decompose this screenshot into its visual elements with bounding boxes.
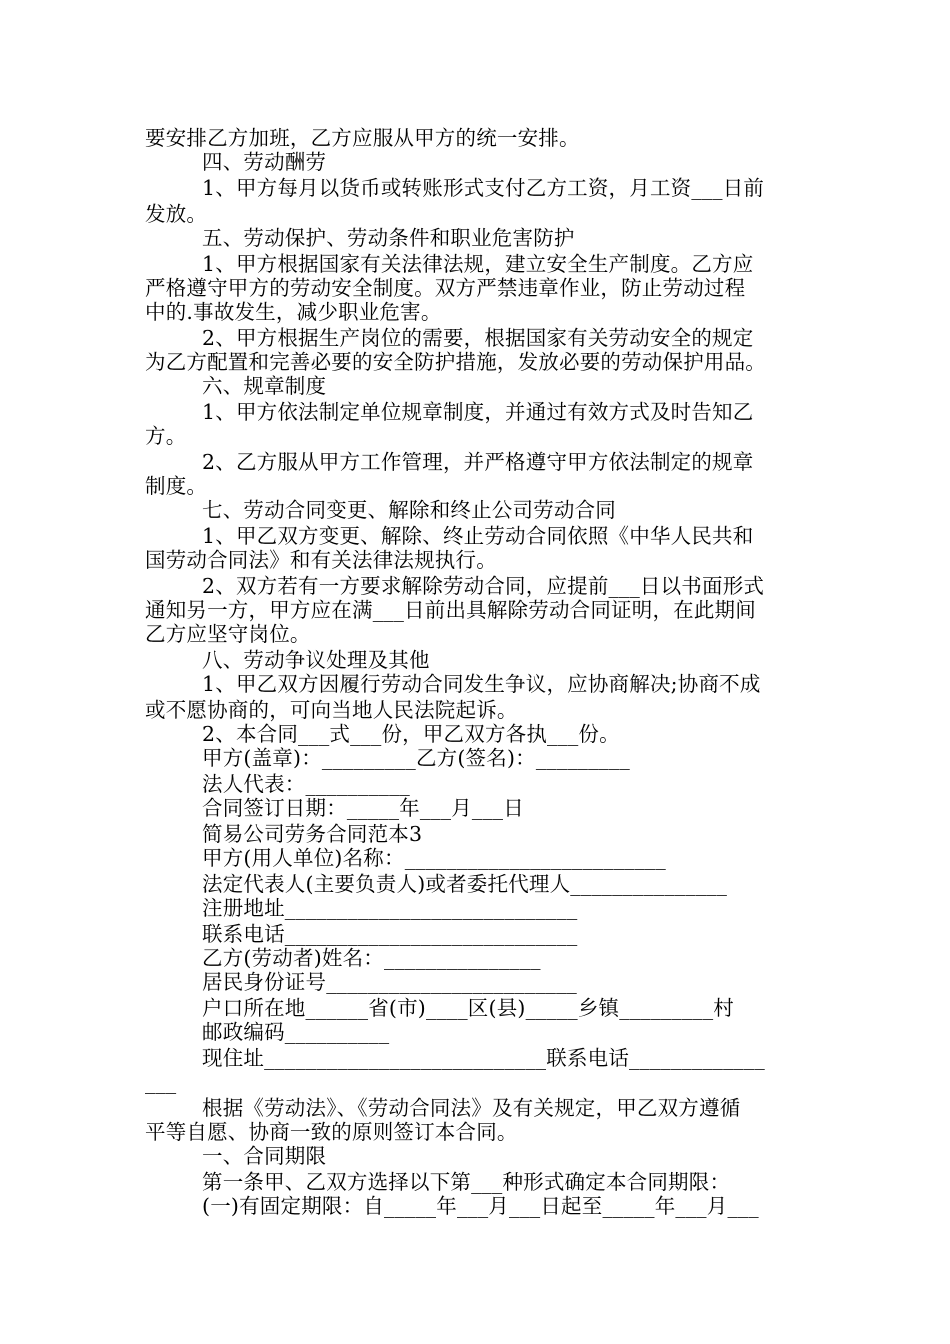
- text-line: 为乙方配置和完善必要的安全防护措施，发放必要的劳动保护用品。: [145, 350, 766, 374]
- text-line: 方。: [145, 424, 187, 448]
- section-heading: 七、劳动合同变更、解除和终止公司劳动合同: [202, 498, 616, 522]
- text-line: 2、甲方根据生产岗位的需要，根据国家有关劳动安全的规定: [202, 326, 754, 350]
- form-field: 户口所在地______省(市)____区(县)_____乡镇_________村: [202, 996, 734, 1020]
- text-line: 制度。: [145, 474, 208, 498]
- date-field: 合同签订日期：_____年___月___日: [202, 796, 524, 820]
- text-line: 1、甲方根据国家有关法律法规，建立安全生产制度。乙方应: [202, 252, 754, 276]
- text-line: (一)有固定期限：自_____年___月___日起至_____年___月___: [202, 1194, 759, 1218]
- form-field: 联系电话____________________________: [202, 922, 578, 946]
- section-heading: 八、劳动争议处理及其他: [202, 648, 430, 672]
- text-line: 发放。: [145, 202, 208, 226]
- text-line: 平等自愿、协商一致的原则签订本合同。: [145, 1120, 518, 1144]
- text-line: 第一条甲、乙双方选择以下第___种形式确定本合同期限：: [202, 1170, 731, 1194]
- signature-field: 法人代表：__________: [202, 772, 410, 796]
- text-line: 或不愿协商的，可向当地人民法院起诉。: [145, 698, 518, 722]
- section-heading: 四、劳动酬劳: [202, 150, 327, 174]
- text-line: 1、甲乙双方因履行劳动合同发生争议，应协商解决;协商不成: [202, 672, 761, 696]
- form-field: 乙方(劳动者)姓名：_______________: [202, 946, 541, 970]
- section-heading: 一、合同期限: [202, 1144, 327, 1168]
- text-line: 2、双方若有一方要求解除劳动合同，应提前___日以书面形式: [202, 574, 765, 598]
- text-line: 2、本合同___式___份，甲乙双方各执___份。: [202, 722, 620, 746]
- text-line: 根据《劳动法》、《劳动合同法》及有关规定，甲乙双方遵循: [202, 1096, 741, 1120]
- text-line: 1、甲乙双方变更、解除、终止劳动合同依照《中华人民共和: [202, 524, 754, 548]
- form-field: 现住址___________________________联系电话_____________: [202, 1046, 765, 1070]
- text-line: 通知另一方，甲方应在满___日前出具解除劳动合同证明，在此期间: [145, 598, 756, 622]
- text-line: 要安排乙方加班，乙方应服从甲方的统一安排。: [145, 126, 580, 150]
- form-field: ___: [145, 1070, 177, 1094]
- document-title: 简易公司劳务合同范本3: [202, 822, 423, 846]
- text-line: 2、乙方服从甲方工作管理，并严格遵守甲方依法制定的规章: [202, 450, 754, 474]
- text-line: 乙方应坚守岗位。: [145, 622, 311, 646]
- text-line: 严格遵守甲方的劳动安全制度。双方严禁违章作业，防止劳动过程: [145, 276, 746, 300]
- text-line: 中的.事故发生，减少职业危害。: [145, 300, 442, 324]
- form-field: 甲方(用人单位)名称：_________________________: [202, 846, 666, 870]
- form-field: 法定代表人(主要负责人)或者委托代理人_______________: [202, 872, 728, 896]
- form-field: 注册地址____________________________: [202, 896, 578, 920]
- text-line: 国劳动合同法》和有关法律法规执行。: [145, 548, 497, 572]
- section-heading: 五、劳动保护、劳动条件和职业危害防护: [202, 226, 575, 250]
- signature-field: 甲方(盖章)：_________乙方(签名)：_________: [202, 746, 630, 770]
- form-field: 居民身份证号________________________: [202, 970, 577, 994]
- text-line: 1、甲方依法制定单位规章制度，并通过有效方式及时告知乙: [202, 400, 754, 424]
- text-line: 1、甲方每月以货币或转账形式支付乙方工资，月工资___日前: [202, 176, 765, 200]
- form-field: 邮政编码__________: [202, 1020, 390, 1044]
- section-heading: 六、规章制度: [202, 374, 327, 398]
